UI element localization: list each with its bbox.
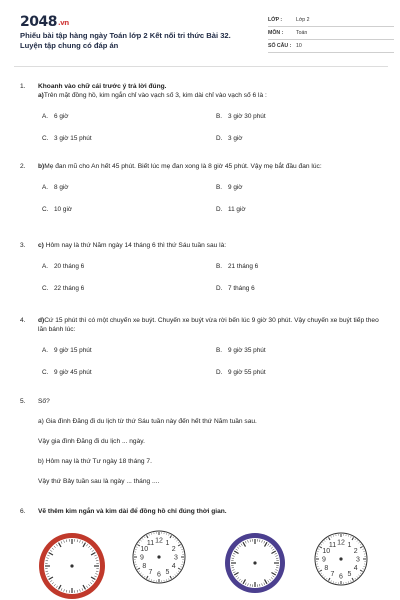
option-a[interactable] [42,262,84,271]
meta-row-class [268,14,394,27]
option-text: 11 giờ [228,206,246,213]
options-row [38,134,380,148]
option-letter: A. [42,347,49,354]
svg-text:8: 8 [142,563,147,570]
svg-text:5: 5 [165,569,170,577]
question-body [38,316,380,334]
svg-text:4: 4 [353,565,358,572]
meta-row-subject [268,27,394,40]
question-1 [20,82,380,148]
option-text: 6 giờ [54,113,69,120]
svg-text:11: 11 [328,541,337,549]
question-text-body: Trên mặt đồng hồ, kim ngắn chỉ vào vạch số 3, kim dài chỉ vào vạch số 6 là : [43,92,267,99]
question-text [38,91,380,100]
option-text: 10 giờ [54,206,73,213]
option-letter: D. [216,285,223,292]
option-c[interactable] [42,205,72,214]
meta-table [268,14,394,53]
option-letter: C. [42,135,49,142]
option-letter: B. [216,347,223,354]
options-row [38,183,380,197]
option-d[interactable] [216,368,266,377]
options-row [38,346,380,360]
svg-text:12: 12 [337,539,345,547]
option-text: 9 giờ 35 phút [228,347,266,354]
question-title: Số? [38,398,50,405]
option-letter: C. [42,206,49,213]
question-text-body: Hôm nay là thứ Năm ngày 14 tháng 6 thì thứ Sáu tuần sau là: [43,242,227,249]
svg-text:9: 9 [140,554,144,562]
document-title: Phiếu bài tập hàng ngày Toán lớp 2 Kết nối tri thức Bài 32. Luyện tập chung có đáp án [20,31,231,50]
svg-text:12: 12 [155,537,163,545]
question-number: 6. [20,508,26,515]
option-letter: C. [42,369,49,376]
question-text [38,241,380,250]
site-logo[interactable] [20,14,69,30]
option-text: 3 giờ 15 phút [54,135,92,142]
option-a[interactable] [42,183,69,192]
question-3 [20,241,380,298]
question-5 [20,397,380,486]
option-letter: D. [216,206,223,213]
clock-2[interactable] [130,528,188,591]
meta-value: 10 [296,43,302,49]
logo-suffix: .vn [57,19,69,27]
option-d[interactable] [216,134,243,143]
svg-text:2: 2 [171,546,176,553]
question-part: c) [38,242,44,249]
option-text: 20 tháng 6 [54,263,85,270]
option-text: 9 giờ 45 phút [54,369,92,376]
svg-text:6: 6 [339,573,343,581]
option-text: 3 giờ [228,135,243,142]
question-text-body: Cứ 15 phút thì có một chuyến xe buýt. Chuyến xe buýt vừa rời bến lúc 9 giờ 30 phút. Vậy chuyến xe buýt tiếp theo lăn bánh lúc: [38,317,379,333]
option-letter: B. [216,113,223,120]
question-line: Vậy thứ Bảy tuần sau là ngày ... tháng .... [38,478,160,485]
option-letter: B. [216,184,223,191]
option-c[interactable] [42,284,84,293]
option-text: 9 giờ 55 phút [228,369,266,376]
question-6 [20,507,380,516]
question-text [38,316,380,334]
meta-key: LỚP : [268,17,283,23]
meta-value: Lớp 2 [296,17,310,23]
option-letter: D. [216,135,223,142]
clock-3[interactable] [222,530,288,600]
option-c[interactable] [42,368,92,377]
svg-text:8: 8 [324,565,329,572]
option-letter: B. [216,263,223,270]
option-c[interactable] [42,134,92,143]
clock-1[interactable] [36,530,108,600]
question-title: Vẽ thêm kim ngắn và kim dài để đồng hồ chỉ đúng thời gian. [38,508,227,515]
question-body [38,162,380,171]
question-number: 1. [20,83,26,90]
clock-face-icon [130,528,188,586]
question-number: 4. [20,317,26,324]
question-line: b) Hôm nay là thứ Tư ngày 18 tháng 7. [38,458,152,465]
option-letter: C. [42,285,49,292]
question-body [38,241,380,250]
svg-text:1: 1 [347,541,352,549]
svg-text:1: 1 [165,539,170,547]
option-a[interactable] [42,112,69,121]
clock-face-icon [312,530,370,588]
option-text: 8 giờ [54,184,69,191]
svg-text:3: 3 [356,556,360,564]
question-part: d) [38,317,45,324]
svg-text:11: 11 [146,539,155,547]
option-text: 9 giờ 15 phút [54,347,92,354]
meta-key: SỐ CÂU : [268,43,292,49]
svg-text:7: 7 [330,571,335,579]
meta-row-count [268,40,394,53]
svg-text:3: 3 [174,554,178,562]
question-text [38,162,380,171]
clock-row [36,528,376,600]
svg-text:5: 5 [347,571,352,579]
question-number: 2. [20,163,26,170]
worksheet-header [16,14,386,58]
option-a[interactable] [42,346,92,355]
question-part: a) [38,92,44,99]
svg-text:7: 7 [148,569,153,577]
clock-face-icon [36,530,108,600]
option-b[interactable] [216,183,243,192]
options-row [38,368,380,382]
question-2 [20,162,380,219]
question-body [38,82,380,100]
svg-text:10: 10 [322,548,331,555]
option-text: 22 tháng 6 [54,285,85,292]
option-text: 7 tháng 6 [228,285,255,292]
question-4 [20,316,380,382]
clock-face-icon [222,530,288,596]
options-row [38,205,380,219]
option-text: 21 tháng 6 [228,263,259,270]
header-divider [14,66,388,67]
option-d[interactable] [216,284,255,293]
question-lead: Khoanh vào chữ cái trước ý trả lời đúng. [38,83,167,90]
question-line: Vậy gia đình Đăng đi du lịch ... ngày. [38,438,145,445]
option-d[interactable] [216,205,246,214]
question-part: b) [38,163,45,170]
svg-text:6: 6 [157,571,161,579]
question-number: 3. [20,242,26,249]
option-b[interactable] [216,112,266,121]
meta-key: MÔN : [268,30,284,36]
options-row [38,262,380,276]
question-text-body: Mẹ đan mũ cho An hết 45 phút. Biết lúc mẹ đan xong là 8 giờ 45 phút. Vậy mẹ bắt đầu đan lúc: [44,163,322,170]
option-b[interactable] [216,346,266,355]
clock-4[interactable] [312,530,370,593]
option-letter: A. [42,263,49,270]
option-letter: D. [216,369,223,376]
svg-text:10: 10 [140,546,149,553]
option-b[interactable] [216,262,258,271]
option-text: 3 giờ 30 phút [228,113,266,120]
svg-text:4: 4 [171,563,176,570]
option-letter: A. [42,113,49,120]
svg-text:9: 9 [322,556,326,564]
option-letter: A. [42,184,49,191]
meta-value: Toán [296,30,308,36]
options-row [38,112,380,126]
option-text: 9 giờ [228,184,243,191]
options-row [38,284,380,298]
logo-text: 2048 [20,14,57,30]
question-line: a) Gia đình Đăng đi du lịch từ thứ Sáu tuần này đến hết thứ Năm tuần sau. [38,418,257,425]
question-number: 5. [20,398,26,405]
svg-text:2: 2 [353,548,358,555]
